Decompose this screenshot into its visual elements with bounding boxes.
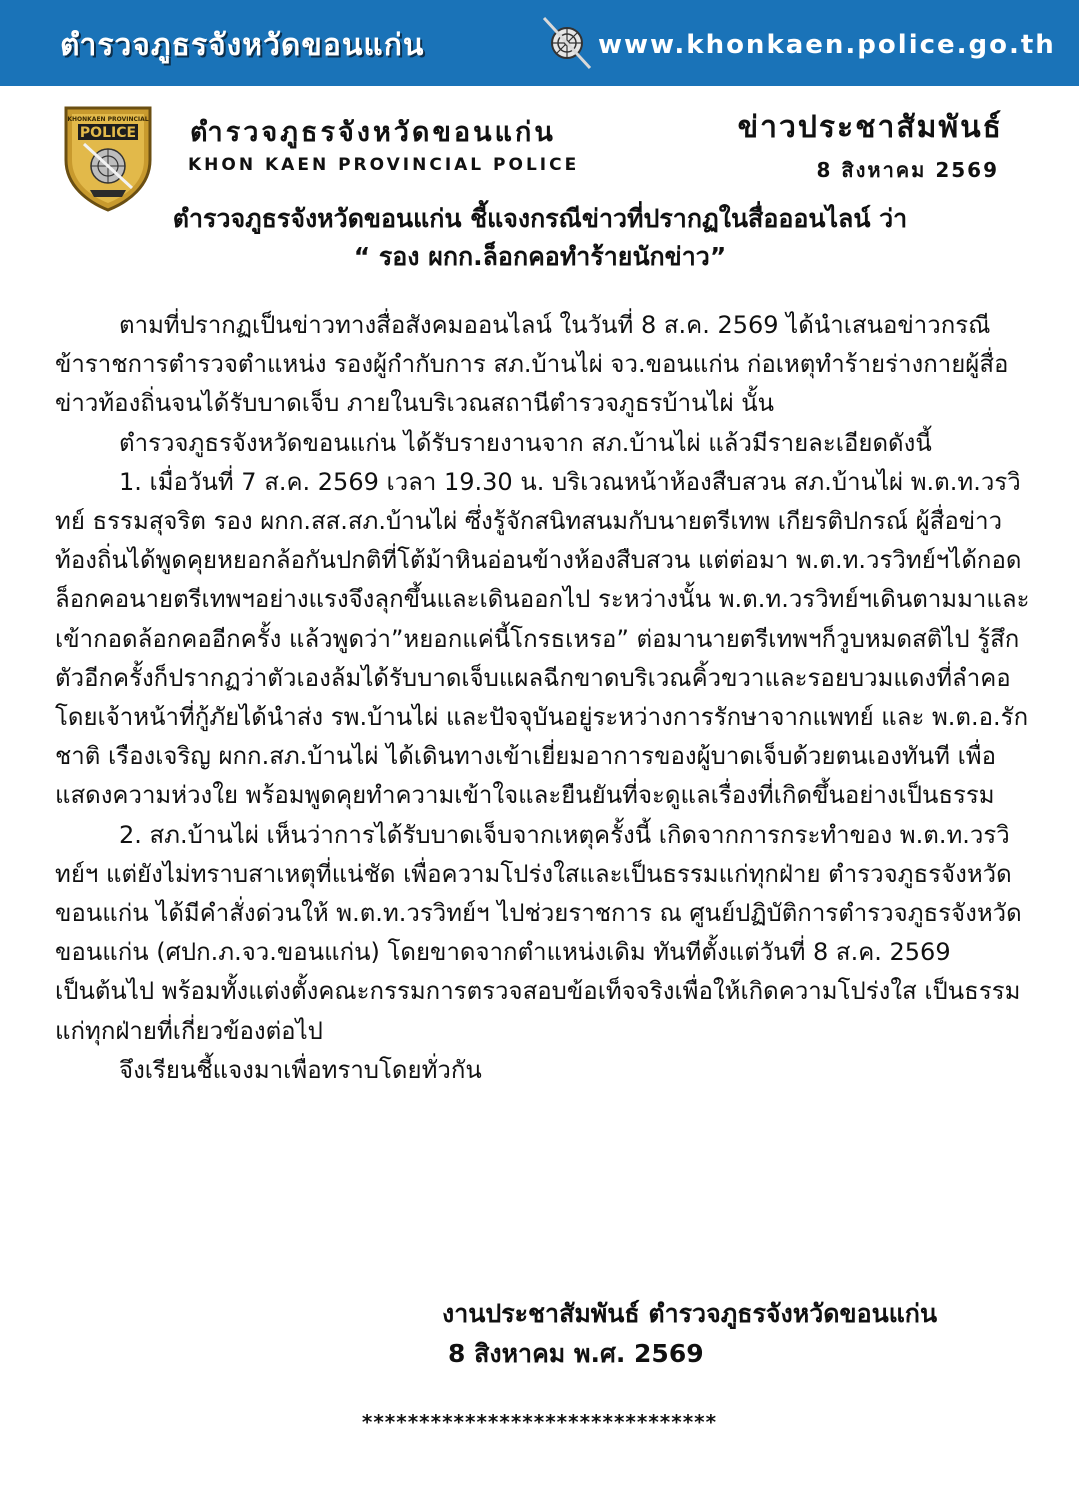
signature-date: 8 สิงหาคม พ.ศ. 2569 xyxy=(448,1339,704,1368)
signature-org: งานประชาสัมพันธ์ ตำรวจภูธรจังหวัดขอนแก่น xyxy=(442,1299,938,1328)
paragraph-closing: จึงเรียนชี้แจงมาเพื่อทราบโดยทั่วกัน xyxy=(119,1055,482,1084)
banner-title: ตำรวจภูธรจังหวัดขอนแก่น xyxy=(60,28,425,63)
document-date: 8 สิงหาคม 2569 xyxy=(816,158,999,182)
badge-top-text: KHONKAEN PROVINCIAL xyxy=(67,116,149,123)
footer-stars-divider: ******************************* xyxy=(361,1410,718,1434)
provincial-police-badge-icon xyxy=(62,104,154,212)
top-banner xyxy=(0,0,1079,86)
headline-line-2: “ รอง ผกก.ล็อกคอทำร้ายนักข่าว” xyxy=(353,242,727,271)
org-name-english: KHON KAEN PROVINCIAL POLICE xyxy=(188,155,580,175)
press-release-body xyxy=(55,306,1030,1090)
headline-line-1: ตำรวจภูธรจังหวัดขอนแก่น ชี้แจงกรณีข่าวที่ปรากฏในสื่อออนไลน์ ว่า xyxy=(172,204,908,233)
paragraph-intro: ตามที่ปรากฏเป็นข่าวทางสื่อสังคมออนไลน์ ในวันที่ 8 ส.ค. 2569 ได้นำเสนอข่าวกรณีข้าราชการตำรวจตำแหน่ง รองผู้กำกับการ สภ.บ้านไผ่ จว.ขอนแก่น ก่อเหตุทำร้ายร่างกายผู้สื่อข่าวท้องถิ่นจนได้รับบาดเจ็บ ภายในบริเวณสถานีตำรวจภูธรบ้านไผ่ นั้น xyxy=(55,311,1009,418)
website-url: www.khonkaen.police.go.th xyxy=(598,30,1056,60)
document-type: ข่าวประชาสัมพันธ์ xyxy=(737,110,1003,145)
paragraph-item-2: 2. สภ.บ้านไผ่ เห็นว่าการได้รับบาดเจ็บจากเหตุครั้งนี้ เกิดจากการกระทำของ พ.ต.ท.วรวิทย์ฯ แต่ยังไม่ทราบสาเหตุที่แน่ชัด เพื่อความโปร่งใสและเป็นธรรมแก่ทุกฝ่าย ตำรวจภูธรจังหวัดขอนแก่น ได้มีคำสั่งด่วนให้ พ.ต.ท.วรวิทย์ฯ ไปช่วยราชการ ณ ศูนย์ปฏิบัติการตำรวจภูธรจังหวัดขอนแก่น (ศปก.ภ.จว.ขอนแก่น) โดยขาดจากตำแหน่งเดิม ทันทีตั้งแต่วันที่ 8 ส.ค. 2569 เป็นต้นไป พร้อมทั้งแต่งตั้งคณะกรรมการตรวจสอบข้อเท็จจริงเพื่อให้เกิดความโปร่งใส เป็นธรรมแก่ทุกฝ่ายที่เกี่ยวข้องต่อไป xyxy=(55,820,1022,1045)
banner-divider xyxy=(0,86,1079,89)
paragraph-report: ตำรวจภูธรจังหวัดขอนแก่น ได้รับรายงานจาก สภ.บ้านไผ่ แล้วมีรายละเอียดดังนี้ xyxy=(119,428,932,457)
headline xyxy=(40,200,1040,276)
org-name-thai: ตำรวจภูธรจังหวัดขอนแก่น xyxy=(190,117,556,148)
police-emblem-icon xyxy=(540,16,594,70)
badge-word: POLICE xyxy=(79,125,137,141)
paragraph-item-1: 1. เมื่อวันที่ 7 ส.ค. 2569 เวลา 19.30 น. บริเวณหน้าห้องสืบสวน สภ.บ้านไผ่ พ.ต.ท.วรวิทย์ ธรรมสุจริต รอง ผกก.สส.สภ.บ้านไผ่ ซึ่งรู้จักสนิทสนมกับนายตรีเทพ เกียรติปกรณ์ ผู้สื่อข่าวท้องถิ่นได้พูดคุยหยอกล้อกันปกติที่โต้ม้าหินอ่อนข้างห้องสืบสวน แต่ต่อมา พ.ต.ท.วรวิทย์ฯได้กอดล็อกคอนายตรีเทพฯอย่างแรงจึงลุกขึ้นและเดินออกไป ระหว่างนั้น พ.ต.ท.วรวิทย์ฯเดินตามมาและเข้ากอดล้อกคออีกครั้ง แล้วพูดว่า”หยอกแค่นี้โกรธเหรอ” ต่อมานายตรีเทพฯก็วูบหมดสติไป รู้สึกตัวอีกครั้งก็ปรากฏว่าตัวเองล้มได้รับบาดเจ็บแผลฉีกขาดบริเวณคิ้วขวาและรอยบวมแดงที่ลำคอ โดยเจ้าหน้าที่กู้ภัยได้นำส่ง รพ.บ้านไผ่ และปัจจุบันอยู่ระหว่างการรักษาจากแพทย์ และ พ.ต.อ.รักชาติ เรืองเจริญ ผกก.สภ.บ้านไผ่ ได้เดินทางเข้าเยี่ยมอาการของผู้บาดเจ็บด้วยตนเองทันที เพื่อแสดงความห่วงใย พร้อมพูดคุยทำความเข้าใจและยืนยันที่จะดูแลเรื่องที่เกิดขึ้นอย่างเป็นธรรม xyxy=(55,467,1030,810)
